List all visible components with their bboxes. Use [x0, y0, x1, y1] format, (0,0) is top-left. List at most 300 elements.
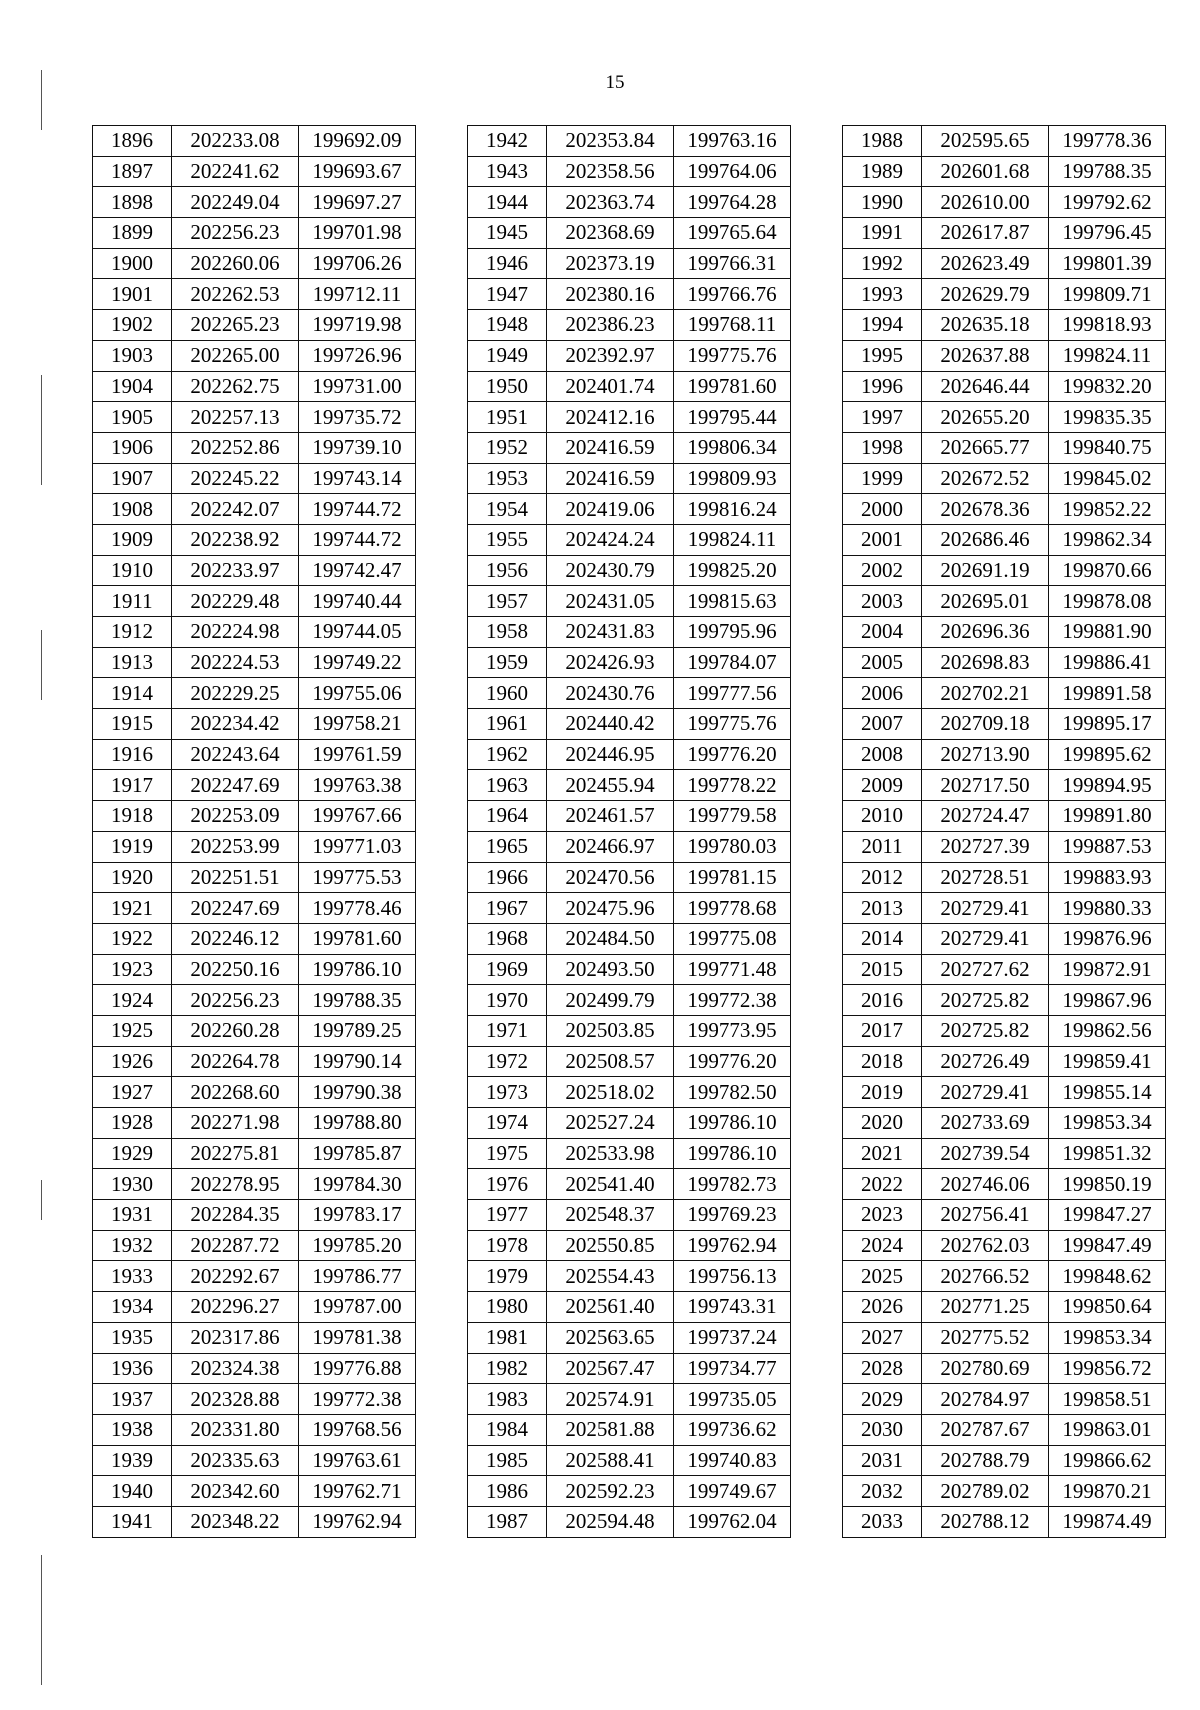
y-coordinate-cell: 199880.33: [1049, 893, 1166, 924]
table-row: [468, 801, 791, 832]
table-row: [843, 985, 1166, 1016]
table-row: [93, 709, 416, 740]
y-coordinate-cell: 199848.62: [1049, 1261, 1166, 1292]
x-coordinate-cell: 202431.05: [547, 586, 674, 617]
y-coordinate-cell: 199835.35: [1049, 402, 1166, 433]
point-number-cell: 2006: [843, 678, 922, 709]
y-coordinate-cell: 199775.53: [299, 862, 416, 893]
x-coordinate-cell: 202245.22: [172, 463, 299, 494]
x-coordinate-cell: 202724.47: [922, 801, 1049, 832]
point-number-cell: 1981: [468, 1322, 547, 1353]
point-number-cell: 1906: [93, 432, 172, 463]
y-coordinate-cell: 199886.41: [1049, 647, 1166, 678]
y-coordinate-cell: 199739.10: [299, 432, 416, 463]
table-row: [468, 463, 791, 494]
table-row: [468, 985, 791, 1016]
y-coordinate-cell: 199766.31: [674, 248, 791, 279]
table-row: [93, 739, 416, 770]
table-row: [93, 340, 416, 371]
point-number-cell: 1964: [468, 801, 547, 832]
y-coordinate-cell: 199780.03: [674, 831, 791, 862]
x-coordinate-cell: 202243.64: [172, 739, 299, 770]
point-number-cell: 1955: [468, 524, 547, 555]
y-coordinate-cell: 199792.62: [1049, 187, 1166, 218]
table-row: [93, 1384, 416, 1415]
y-coordinate-cell: 199772.38: [299, 1384, 416, 1415]
point-number-cell: 1987: [468, 1506, 547, 1537]
y-coordinate-cell: 199775.08: [674, 923, 791, 954]
x-coordinate-cell: 202672.52: [922, 463, 1049, 494]
coordinate-table-left: [92, 125, 416, 1538]
y-coordinate-cell: 199894.95: [1049, 770, 1166, 801]
point-number-cell: 1949: [468, 340, 547, 371]
x-coordinate-cell: 202373.19: [547, 248, 674, 279]
x-coordinate-cell: 202265.00: [172, 340, 299, 371]
x-coordinate-cell: 202533.98: [547, 1138, 674, 1169]
y-coordinate-cell: 199736.62: [674, 1414, 791, 1445]
point-number-cell: 2024: [843, 1230, 922, 1261]
x-coordinate-cell: 202729.41: [922, 1077, 1049, 1108]
table-row: [93, 1506, 416, 1537]
x-coordinate-cell: 202249.04: [172, 187, 299, 218]
y-coordinate-cell: 199818.93: [1049, 310, 1166, 341]
y-coordinate-cell: 199744.05: [299, 617, 416, 648]
y-coordinate-cell: 199809.93: [674, 463, 791, 494]
point-number-cell: 2012: [843, 862, 922, 893]
table-row: [843, 893, 1166, 924]
point-number-cell: 2007: [843, 709, 922, 740]
table-row: [843, 1322, 1166, 1353]
x-coordinate-cell: 202725.82: [922, 1015, 1049, 1046]
point-number-cell: 1952: [468, 432, 547, 463]
x-coordinate-cell: 202229.48: [172, 586, 299, 617]
y-coordinate-cell: 199824.11: [1049, 340, 1166, 371]
point-number-cell: 1992: [843, 248, 922, 279]
table-row: [843, 647, 1166, 678]
table-row: [843, 248, 1166, 279]
table-row: [843, 1200, 1166, 1231]
y-coordinate-cell: 199734.77: [674, 1353, 791, 1384]
y-coordinate-cell: 199856.72: [1049, 1353, 1166, 1384]
table-row: [468, 1384, 791, 1415]
table-row: [468, 555, 791, 586]
point-number-cell: 1919: [93, 831, 172, 862]
table-row: [93, 279, 416, 310]
point-number-cell: 1970: [468, 985, 547, 1016]
y-coordinate-cell: 199816.24: [674, 494, 791, 525]
y-coordinate-cell: 199697.27: [299, 187, 416, 218]
table-row: [843, 1384, 1166, 1415]
x-coordinate-cell: 202635.18: [922, 310, 1049, 341]
x-coordinate-cell: 202353.84: [547, 126, 674, 157]
table-row: [843, 678, 1166, 709]
point-number-cell: 1980: [468, 1292, 547, 1323]
y-coordinate-cell: 199743.14: [299, 463, 416, 494]
table-row: [843, 1476, 1166, 1507]
y-coordinate-cell: 199887.53: [1049, 831, 1166, 862]
y-coordinate-cell: 199788.35: [299, 985, 416, 1016]
table-row: [843, 923, 1166, 954]
x-coordinate-cell: 202430.79: [547, 555, 674, 586]
y-coordinate-cell: 199851.32: [1049, 1138, 1166, 1169]
x-coordinate-cell: 202424.24: [547, 524, 674, 555]
y-coordinate-cell: 199853.34: [1049, 1108, 1166, 1139]
table-row: [93, 126, 416, 157]
y-coordinate-cell: 199785.20: [299, 1230, 416, 1261]
table-row: [93, 1230, 416, 1261]
x-coordinate-cell: 202696.36: [922, 617, 1049, 648]
x-coordinate-cell: 202717.50: [922, 770, 1049, 801]
x-coordinate-cell: 202430.76: [547, 678, 674, 709]
y-coordinate-cell: 199891.80: [1049, 801, 1166, 832]
table-row: [93, 463, 416, 494]
x-coordinate-cell: 202386.23: [547, 310, 674, 341]
table-row: [468, 1230, 791, 1261]
point-number-cell: 1948: [468, 310, 547, 341]
x-coordinate-cell: 202416.59: [547, 463, 674, 494]
y-coordinate-cell: 199786.77: [299, 1261, 416, 1292]
y-coordinate-cell: 199870.21: [1049, 1476, 1166, 1507]
x-coordinate-cell: 202268.60: [172, 1077, 299, 1108]
y-coordinate-cell: 199867.96: [1049, 985, 1166, 1016]
point-number-cell: 2009: [843, 770, 922, 801]
table-row: [843, 1506, 1166, 1537]
point-number-cell: 1986: [468, 1476, 547, 1507]
point-number-cell: 1982: [468, 1353, 547, 1384]
x-coordinate-cell: 202784.97: [922, 1384, 1049, 1415]
table-row: [843, 1108, 1166, 1139]
table-row: [468, 1169, 791, 1200]
x-coordinate-cell: 202466.97: [547, 831, 674, 862]
point-number-cell: 2011: [843, 831, 922, 862]
x-coordinate-cell: 202234.42: [172, 709, 299, 740]
table-row: [93, 770, 416, 801]
x-coordinate-cell: 202250.16: [172, 954, 299, 985]
table-row: [843, 1445, 1166, 1476]
table-row: [93, 218, 416, 249]
y-coordinate-cell: 199796.45: [1049, 218, 1166, 249]
table-row: [843, 1169, 1166, 1200]
table-row: [93, 1046, 416, 1077]
table-row: [843, 586, 1166, 617]
y-coordinate-cell: 199755.06: [299, 678, 416, 709]
x-coordinate-cell: 202335.63: [172, 1445, 299, 1476]
y-coordinate-cell: 199878.08: [1049, 586, 1166, 617]
point-number-cell: 1933: [93, 1261, 172, 1292]
point-number-cell: 2029: [843, 1384, 922, 1415]
x-coordinate-cell: 202241.62: [172, 156, 299, 187]
y-coordinate-cell: 199845.02: [1049, 463, 1166, 494]
point-number-cell: 1917: [93, 770, 172, 801]
point-number-cell: 1944: [468, 187, 547, 218]
x-coordinate-cell: 202527.24: [547, 1108, 674, 1139]
x-coordinate-cell: 202264.78: [172, 1046, 299, 1077]
table-row: [93, 647, 416, 678]
y-coordinate-cell: 199872.91: [1049, 954, 1166, 985]
y-coordinate-cell: 199749.22: [299, 647, 416, 678]
point-number-cell: 2004: [843, 617, 922, 648]
table-row: [843, 340, 1166, 371]
y-coordinate-cell: 199775.76: [674, 340, 791, 371]
table-row: [468, 1077, 791, 1108]
y-coordinate-cell: 199768.11: [674, 310, 791, 341]
point-number-cell: 1971: [468, 1015, 547, 1046]
x-coordinate-cell: 202260.06: [172, 248, 299, 279]
x-coordinate-cell: 202233.08: [172, 126, 299, 157]
table-row: [93, 831, 416, 862]
y-coordinate-cell: 199778.68: [674, 893, 791, 924]
y-coordinate-cell: 199847.27: [1049, 1200, 1166, 1231]
point-number-cell: 1993: [843, 279, 922, 310]
point-number-cell: 2015: [843, 954, 922, 985]
table-row: [93, 893, 416, 924]
y-coordinate-cell: 199891.58: [1049, 678, 1166, 709]
point-number-cell: 1923: [93, 954, 172, 985]
table-row: [93, 371, 416, 402]
point-number-cell: 1943: [468, 156, 547, 187]
y-coordinate-cell: 199895.17: [1049, 709, 1166, 740]
x-coordinate-cell: 202342.60: [172, 1476, 299, 1507]
page-number: 15: [605, 72, 625, 93]
x-coordinate-cell: 202380.16: [547, 279, 674, 310]
y-coordinate-cell: 199786.10: [299, 954, 416, 985]
point-number-cell: 1914: [93, 678, 172, 709]
point-number-cell: 1946: [468, 248, 547, 279]
point-number-cell: 1902: [93, 310, 172, 341]
table-row: [843, 1077, 1166, 1108]
point-number-cell: 1934: [93, 1292, 172, 1323]
point-number-cell: 1947: [468, 279, 547, 310]
point-number-cell: 1939: [93, 1445, 172, 1476]
table-row: [843, 1292, 1166, 1323]
point-number-cell: 2002: [843, 555, 922, 586]
table-row: [93, 1108, 416, 1139]
point-number-cell: 1985: [468, 1445, 547, 1476]
table-row: [843, 770, 1166, 801]
table-row: [93, 1015, 416, 1046]
x-coordinate-cell: 202238.92: [172, 524, 299, 555]
point-number-cell: 1951: [468, 402, 547, 433]
x-coordinate-cell: 202762.03: [922, 1230, 1049, 1261]
y-coordinate-cell: 199778.22: [674, 770, 791, 801]
point-number-cell: 1999: [843, 463, 922, 494]
x-coordinate-cell: 202271.98: [172, 1108, 299, 1139]
y-coordinate-cell: 199740.44: [299, 586, 416, 617]
point-number-cell: 2022: [843, 1169, 922, 1200]
point-number-cell: 2017: [843, 1015, 922, 1046]
table-row: [93, 555, 416, 586]
x-coordinate-cell: 202610.00: [922, 187, 1049, 218]
y-coordinate-cell: 199735.72: [299, 402, 416, 433]
point-number-cell: 1938: [93, 1414, 172, 1445]
x-coordinate-cell: 202416.59: [547, 432, 674, 463]
x-coordinate-cell: 202278.95: [172, 1169, 299, 1200]
x-coordinate-cell: 202695.01: [922, 586, 1049, 617]
point-number-cell: 1974: [468, 1108, 547, 1139]
point-number-cell: 2023: [843, 1200, 922, 1231]
y-coordinate-cell: 199781.60: [674, 371, 791, 402]
table-row: [843, 402, 1166, 433]
table-row: [843, 617, 1166, 648]
y-coordinate-cell: 199895.62: [1049, 739, 1166, 770]
point-number-cell: 1924: [93, 985, 172, 1016]
table-row: [93, 678, 416, 709]
point-number-cell: 1909: [93, 524, 172, 555]
x-coordinate-cell: 202331.80: [172, 1414, 299, 1445]
y-coordinate-cell: 199763.16: [674, 126, 791, 157]
point-number-cell: 1963: [468, 770, 547, 801]
point-number-cell: 1936: [93, 1353, 172, 1384]
x-coordinate-cell: 202617.87: [922, 218, 1049, 249]
x-coordinate-cell: 202475.96: [547, 893, 674, 924]
point-number-cell: 2005: [843, 647, 922, 678]
point-number-cell: 1927: [93, 1077, 172, 1108]
x-coordinate-cell: 202567.47: [547, 1353, 674, 1384]
point-number-cell: 1896: [93, 126, 172, 157]
y-coordinate-cell: 199795.96: [674, 617, 791, 648]
point-number-cell: 1913: [93, 647, 172, 678]
x-coordinate-cell: 202574.91: [547, 1384, 674, 1415]
x-coordinate-cell: 202788.12: [922, 1506, 1049, 1537]
x-coordinate-cell: 202461.57: [547, 801, 674, 832]
x-coordinate-cell: 202256.23: [172, 985, 299, 1016]
point-number-cell: 1990: [843, 187, 922, 218]
x-coordinate-cell: 202287.72: [172, 1230, 299, 1261]
point-number-cell: 1932: [93, 1230, 172, 1261]
y-coordinate-cell: 199782.50: [674, 1077, 791, 1108]
table-row: [468, 310, 791, 341]
table-row: [93, 586, 416, 617]
x-coordinate-cell: 202446.95: [547, 739, 674, 770]
x-coordinate-cell: 202713.90: [922, 739, 1049, 770]
point-number-cell: 1900: [93, 248, 172, 279]
x-coordinate-cell: 202727.39: [922, 831, 1049, 862]
point-number-cell: 1983: [468, 1384, 547, 1415]
table-row: [468, 1506, 791, 1537]
point-number-cell: 1965: [468, 831, 547, 862]
point-number-cell: 2010: [843, 801, 922, 832]
y-coordinate-cell: 199786.10: [674, 1108, 791, 1139]
point-number-cell: 1908: [93, 494, 172, 525]
table-row: [468, 923, 791, 954]
point-number-cell: 1972: [468, 1046, 547, 1077]
y-coordinate-cell: 199762.94: [299, 1506, 416, 1537]
x-coordinate-cell: 202224.98: [172, 617, 299, 648]
y-coordinate-cell: 199768.56: [299, 1414, 416, 1445]
point-number-cell: 1979: [468, 1261, 547, 1292]
point-number-cell: 2033: [843, 1506, 922, 1537]
y-coordinate-cell: 199874.49: [1049, 1506, 1166, 1537]
y-coordinate-cell: 199744.72: [299, 494, 416, 525]
y-coordinate-cell: 199756.13: [674, 1261, 791, 1292]
x-coordinate-cell: 202592.23: [547, 1476, 674, 1507]
table-row: [843, 831, 1166, 862]
x-coordinate-cell: 202727.62: [922, 954, 1049, 985]
y-coordinate-cell: 199850.19: [1049, 1169, 1166, 1200]
y-coordinate-cell: 199763.61: [299, 1445, 416, 1476]
x-coordinate-cell: 202275.81: [172, 1138, 299, 1169]
table-row: [843, 279, 1166, 310]
table-row: [93, 954, 416, 985]
table-row: [93, 1414, 416, 1445]
x-coordinate-cell: 202392.97: [547, 340, 674, 371]
point-number-cell: 2027: [843, 1322, 922, 1353]
x-coordinate-cell: 202686.46: [922, 524, 1049, 555]
table-row: [468, 524, 791, 555]
point-number-cell: 2014: [843, 923, 922, 954]
y-coordinate-cell: 199850.64: [1049, 1292, 1166, 1323]
x-coordinate-cell: 202401.74: [547, 371, 674, 402]
point-number-cell: 2008: [843, 739, 922, 770]
point-number-cell: 2021: [843, 1138, 922, 1169]
y-coordinate-cell: 199862.56: [1049, 1015, 1166, 1046]
x-coordinate-cell: 202246.12: [172, 923, 299, 954]
x-coordinate-cell: 202725.82: [922, 985, 1049, 1016]
point-number-cell: 2032: [843, 1476, 922, 1507]
point-number-cell: 1916: [93, 739, 172, 770]
x-coordinate-cell: 202484.50: [547, 923, 674, 954]
point-number-cell: 1940: [93, 1476, 172, 1507]
table-row: [468, 218, 791, 249]
y-coordinate-cell: 199847.49: [1049, 1230, 1166, 1261]
y-coordinate-cell: 199858.51: [1049, 1384, 1166, 1415]
y-coordinate-cell: 199762.71: [299, 1476, 416, 1507]
y-coordinate-cell: 199840.75: [1049, 432, 1166, 463]
coordinate-table-right: [842, 125, 1166, 1538]
point-number-cell: 2026: [843, 1292, 922, 1323]
x-coordinate-cell: 202229.25: [172, 678, 299, 709]
scan-margin-line: [41, 630, 42, 700]
x-coordinate-cell: 202698.83: [922, 647, 1049, 678]
y-coordinate-cell: 199795.44: [674, 402, 791, 433]
y-coordinate-cell: 199758.21: [299, 709, 416, 740]
table-row: [93, 1077, 416, 1108]
point-number-cell: 1954: [468, 494, 547, 525]
table-row: [468, 831, 791, 862]
point-number-cell: 1998: [843, 432, 922, 463]
scan-margin-line: [41, 1180, 42, 1220]
y-coordinate-cell: 199786.10: [674, 1138, 791, 1169]
y-coordinate-cell: 199801.39: [1049, 248, 1166, 279]
table-row: [93, 402, 416, 433]
y-coordinate-cell: 199862.34: [1049, 524, 1166, 555]
y-coordinate-cell: 199782.73: [674, 1169, 791, 1200]
point-number-cell: 1988: [843, 126, 922, 157]
table-row: [468, 1108, 791, 1139]
y-coordinate-cell: 199787.00: [299, 1292, 416, 1323]
x-coordinate-cell: 202265.23: [172, 310, 299, 341]
table-row: [468, 1445, 791, 1476]
table-row: [468, 586, 791, 617]
point-number-cell: 1941: [93, 1506, 172, 1537]
table-row: [468, 678, 791, 709]
table-row: [93, 1169, 416, 1200]
x-coordinate-cell: 202623.49: [922, 248, 1049, 279]
scan-margin-line: [41, 1555, 42, 1685]
point-number-cell: 1968: [468, 923, 547, 954]
point-number-cell: 1931: [93, 1200, 172, 1231]
point-number-cell: 1953: [468, 463, 547, 494]
point-number-cell: 2028: [843, 1353, 922, 1384]
x-coordinate-cell: 202252.86: [172, 432, 299, 463]
y-coordinate-cell: 199762.04: [674, 1506, 791, 1537]
table-row: [468, 340, 791, 371]
x-coordinate-cell: 202455.94: [547, 770, 674, 801]
x-coordinate-cell: 202789.02: [922, 1476, 1049, 1507]
table-row: [93, 524, 416, 555]
table-row: [93, 156, 416, 187]
table-row: [843, 463, 1166, 494]
